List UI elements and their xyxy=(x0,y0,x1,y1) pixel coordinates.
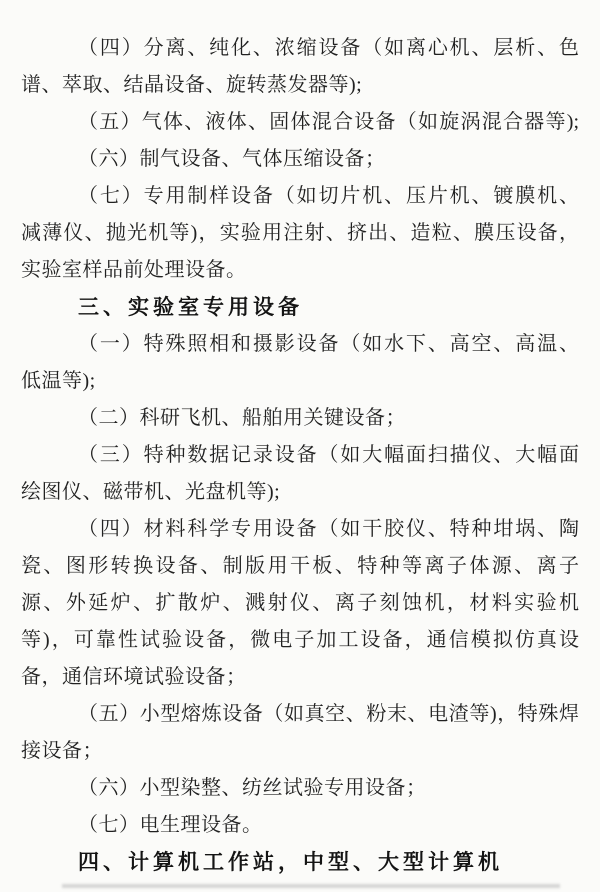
text-line: 绘图仪、磁带机、光盘机等); xyxy=(21,481,281,503)
text-line: 减薄仪、抛光机等)，实验用注射、挤出、造粒、膜压设备， xyxy=(21,222,579,244)
text-line: （四）分离、纯化、浓缩设备（如离心机、层析、色 xyxy=(78,37,579,59)
text-line: （五）气体、液体、固体混合设备（如旋涡混合器等); xyxy=(78,111,579,133)
section-heading-4: 四、计算机工作站，中型、大型计算机 xyxy=(78,851,503,874)
text-line: 谱、萃取、结晶设备、旋转蒸发器等); xyxy=(21,74,363,96)
text-line: 接设备； xyxy=(21,740,103,762)
text-line: 实验室样品前处理设备。 xyxy=(21,259,247,281)
text-line: 瓷、图形转换设备、制版用干板、特种等离子体源、离子 xyxy=(21,555,579,577)
text-line: 源、外延炉、扩散炉、溅射仪、离子刻蚀机，材料实验机 xyxy=(21,592,579,614)
text-line: （五）小型熔炼设备（如真空、粉末、电渣等)，特殊焊 xyxy=(78,703,579,725)
text-line: （七）电生理设备。 xyxy=(78,814,263,836)
text-line: （三）特种数据记录设备（如大幅面扫描仪、大幅面 xyxy=(78,444,579,466)
clipped-next-line-artifact xyxy=(62,884,560,888)
text-line: （六）制气设备、气体压缩设备； xyxy=(78,148,386,170)
text-line: （一）特殊照相和摄影设备（如水下、高空、高温、 xyxy=(78,333,579,355)
text-line: （七）专用制样设备（如切片机、压片机、镀膜机、 xyxy=(78,185,579,207)
section-heading-3: 三、实验室专用设备 xyxy=(78,296,303,319)
text-line: （二）科研飞机、船舶用关键设备； xyxy=(78,407,406,429)
text-line: （四）材料科学专用设备（如干胶仪、特种坩埚、陶 xyxy=(78,518,579,540)
text-line: 等)，可靠性试验设备，微电子加工设备，通信模拟仿真设 xyxy=(21,629,579,651)
text-line: 备，通信环境试验设备； xyxy=(21,666,247,688)
text-line: 低温等); xyxy=(21,370,96,392)
text-line: （六）小型染整、纺丝试验专用设备； xyxy=(78,777,427,799)
